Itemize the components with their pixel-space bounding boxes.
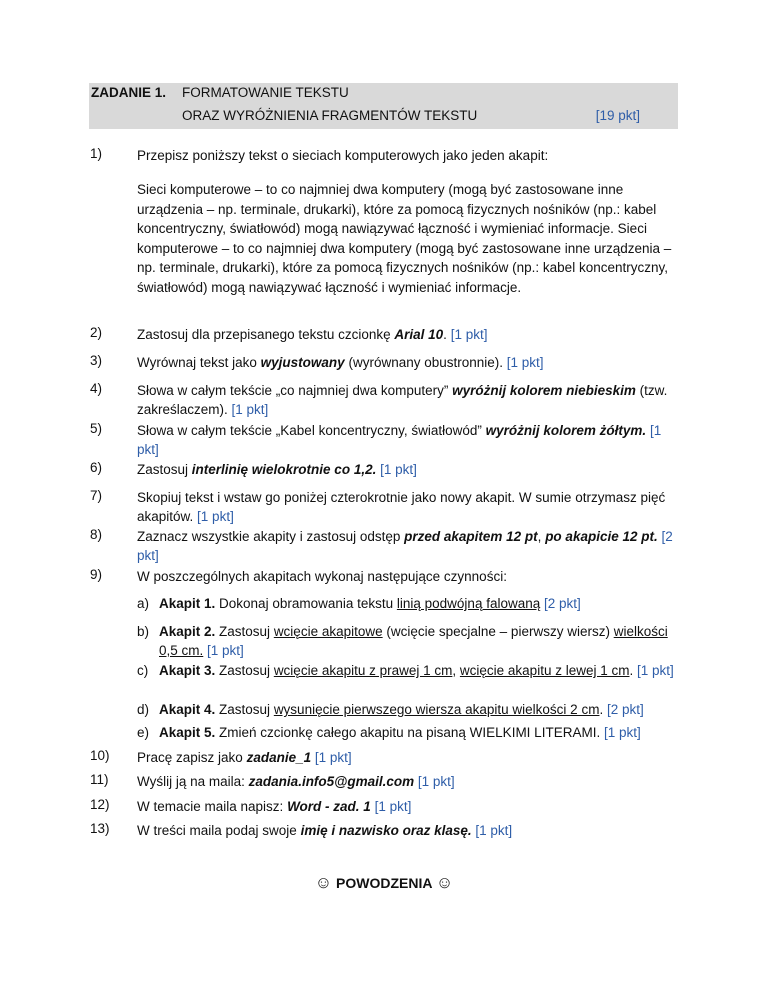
task-emphasis: wyróżnij kolorem niebieskim [452,383,636,398]
task-instruction: Przepisz poniższy tekst o sieciach komputerowych jako jeden akapit: [137,148,549,163]
task-instruction: Skopiuj tekst i wstaw go poniżej czterokrotnie jako nowy akapit. W sumie otrzymasz pięć akapitów. [137,490,666,524]
subtask-underlined: wysunięcie pierwszego wiersza akapitu wielkości 2 cm [273,702,600,717]
task-text [137,797,682,816]
points-badge: [1 pkt] [417,774,455,789]
task-text [137,421,682,459]
task-number: 3) [90,353,103,368]
task-emphasis: Arial 10 [394,327,444,342]
subtask-c [137,661,682,680]
subtask-instruction: Zmień czcionkę całego akapitu na pisaną WIELKIMI LITERAMI. [215,725,604,740]
subtask-text [159,622,682,660]
task-emphasis: imię i nazwisko oraz klasę. [300,823,472,838]
task-number: 11) [90,772,109,787]
task-text [137,353,682,372]
task-number: 6) [90,460,103,475]
subtask-letter: d) [137,702,150,717]
smiley-icon: ☺ [314,873,333,892]
task-number: 12) [90,797,110,812]
subtask-text [159,723,682,742]
task-text [137,381,682,419]
task-points: [19 pkt] [595,108,640,123]
subtask-instruction: Zastosuj [215,624,274,639]
subtask-letter: b) [137,624,150,639]
task-text [137,772,682,791]
subtask-a [137,594,682,613]
task-instruction: Pracę zapisz jako [137,750,247,765]
closing-message [0,873,768,893]
task-instruction: W treści maila podaj swoje [137,823,301,838]
task-number: 7) [90,488,103,503]
task-text [137,488,682,526]
subtask-paragraph-label: Akapit 4. [159,702,216,717]
task-instruction: Słowa w całym tekście „Kabel koncentryczny, światłowód” [137,423,486,438]
points-badge: [1 pkt] [506,355,544,370]
task-text [137,821,682,840]
subtask-text [159,594,682,613]
task-number: 13) [90,821,110,836]
task-title-line1: FORMATOWANIE TEKSTU [182,85,349,100]
task-instruction: Zastosuj dla przepisanego tekstu czcionkę [137,327,395,342]
task-instruction: Zastosuj [137,462,192,477]
subtask-paragraph-label: Akapit 3. [159,663,216,678]
points-badge: [1 pkt] [374,799,412,814]
task-number: 1) [90,146,103,161]
task-label: ZADANIE 1. [91,85,167,100]
task-text [137,325,682,344]
points-badge: [1 pkt] [450,327,488,342]
task-instruction-end: . [443,327,451,342]
points-badge: [1 pkt] [197,509,234,524]
subtask-letter: a) [137,596,150,611]
subtask-d [137,700,682,719]
task-title-line2: ORAZ WYRÓŻNIENIA FRAGMENTÓW TEKSTU [182,108,478,123]
subtask-paragraph-label: Akapit 5. [159,725,216,740]
subtask-underlined: wcięcie akapitowe [273,624,383,639]
points-badge: [2 pkt] [544,596,581,611]
task-number: 8) [90,527,103,542]
task-emphasis: wyjustowany [260,355,345,370]
task-emphasis: interlinię wielokrotnie co 1,2. [191,462,377,477]
points-badge: [1 pkt] [475,823,513,838]
task-instruction: Wyślij ją na maila: [137,774,249,789]
subtask-instruction: Zastosuj [215,663,274,678]
task-emphasis: Word - zad. 1 [287,799,371,814]
task-text [137,460,682,479]
source-paragraph: Sieci komputerowe – to co najmniej dwa komputery (mogą być zastosowane inne urządzenia – np. terminale, drukarki), które za pomocą fizycznych nośników (np.: kabel koncentryczny, światłowód) mogą nawiązywać łączność i wymieniać informacje. Sieci komputerowe – to co najmniej dwa komputery (mogą być zastosowane inne urządzenia – np. terminale, drukarki), które za pomocą fizycznych nośników (np.: kabel koncentryczny, światłowód) mogą nawiązywać łączność i wymieniać informacje. [137,182,672,295]
subtask-underlined-2: wcięcie akapitu z lewej 1 cm [459,663,630,678]
task-instruction: W poszczególnych akapitach wykonaj następujące czynności: [137,569,507,584]
task-emphasis-2: po akapicie 12 pt. [545,529,658,544]
subtask-b [137,622,682,658]
task-number: 4) [90,381,103,396]
task-text [137,567,682,586]
task-separator: , [537,529,546,544]
points-badge: [1 pkt] [380,462,417,477]
task-number: 5) [90,421,103,436]
subtask-text [159,661,682,680]
subtask-underlined: wcięcie akapitu z prawej 1 cm [273,663,453,678]
task-instruction: W temacie maila napisz: [137,799,288,814]
points-badge: [1 pkt] [137,423,662,457]
task-instruction: Wyrównaj tekst jako [137,355,261,370]
task-instruction: Zaznacz wszystkie akapity i zastosuj odstęp [137,529,405,544]
closing-text: POWODZENIA [336,875,432,891]
task-emphasis: przed akapitem 12 pt [404,529,538,544]
subtask-underlined: linią podwójną falowaną [396,596,541,611]
subtask-text [159,700,682,719]
subtask-letter: c) [137,663,149,678]
subtask-instruction: Dokonaj obramowania tekstu [215,596,397,611]
points-badge: [1 pkt] [637,663,674,678]
smiley-icon: ☺ [435,873,454,892]
points-badge: [1 pkt] [314,750,352,765]
points-badge: [1 pkt] [603,725,641,740]
subtask-instruction-mid: (wcięcie specjalne – pierwszy wiersz) [382,624,614,639]
task-instruction: Słowa w całym tekście „co najmniej dwa komputery” [137,383,453,398]
task-header [89,83,678,129]
task-instruction-end: (wyrównany obustronnie). [344,355,507,370]
task-instruction-end: (tzw. zakreślaczem). [137,383,668,417]
task-text [137,146,682,165]
task-number: 10) [90,748,110,763]
subtask-letter: e) [137,725,150,740]
email-address: zadania.info5@gmail.com [248,774,415,789]
subtask-instruction-mid: , [452,663,460,678]
points-badge: [1 pkt] [231,402,269,417]
subtask-instruction-end: . [629,663,637,678]
subtask-underlined-2: wielkości 0,5 cm. [159,624,668,658]
task-text [137,748,682,767]
task-number: 9) [90,567,103,582]
points-badge: [2 pkt] [137,529,673,563]
task-text [137,527,682,565]
subtask-paragraph-label: Akapit 1. [159,596,216,611]
subtask-instruction-end: . [599,702,607,717]
subtask-paragraph-label: Akapit 2. [159,624,216,639]
task-emphasis: wyróżnij kolorem żółtym. [485,423,647,438]
task-emphasis: zadanie_1 [246,750,312,765]
points-badge: [1 pkt] [207,643,244,658]
task-number: 2) [90,325,103,340]
points-badge: [2 pkt] [606,702,644,717]
subtask-e [137,723,682,742]
subtask-instruction: Zastosuj [215,702,274,717]
